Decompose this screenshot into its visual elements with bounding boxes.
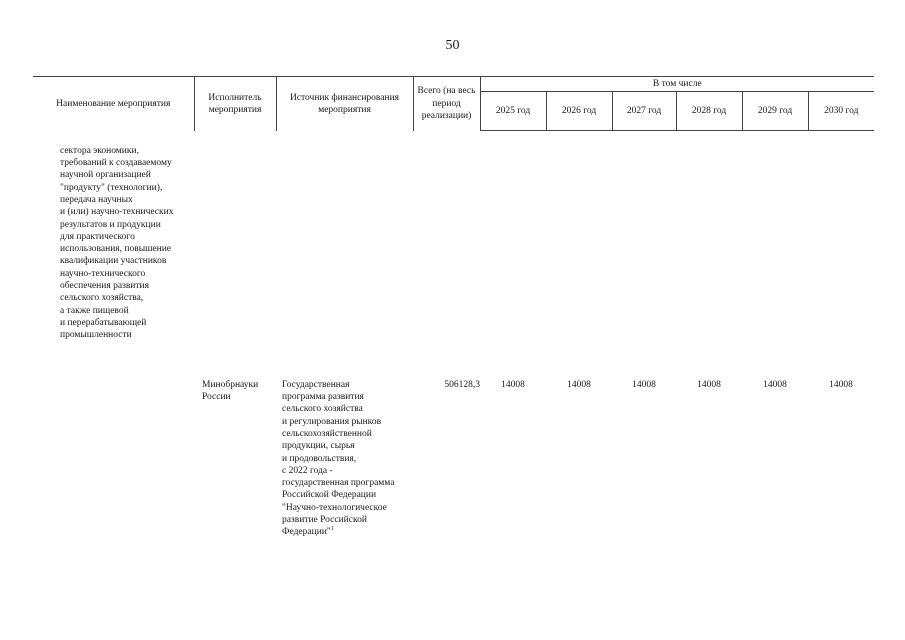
header-activity-name: Наименование мероприятия (33, 77, 194, 131)
total-cell: 506128,3 (444, 379, 480, 390)
source-line-last (282, 526, 413, 538)
funding-source-cell (276, 367, 413, 539)
year-2028-cell: 14008 (697, 379, 721, 390)
source-line: Российской Федерации (282, 490, 377, 501)
header-including: В том числе (480, 77, 874, 92)
source-line: Государственная (282, 379, 350, 390)
header-year-2028: 2028 год (676, 92, 742, 131)
header-total: Всего (на весь период реализации) (413, 77, 480, 131)
activity-name-line: сектора экономики, (60, 145, 139, 156)
activity-name-line: промышленности (60, 330, 132, 341)
activity-name-line: научно-технического (60, 268, 146, 279)
activity-name-line: обеспечения развития (60, 281, 149, 292)
year-2030-cell: 14008 (829, 379, 853, 390)
activity-name-line: для практического (60, 231, 135, 242)
source-line: сельского хозяйства (282, 404, 363, 415)
header-year-2025: 2025 год (480, 92, 546, 131)
table-row-activity-name (33, 131, 874, 367)
source-line: и регулирования рынков (282, 416, 382, 427)
activity-name-line: сельского хозяйства, (60, 293, 144, 304)
activity-name-line: требований к создаваемому (60, 158, 172, 169)
header-year-2030: 2030 год (808, 92, 874, 131)
source-line: "Научно-технологическое (282, 502, 387, 513)
activity-table (33, 76, 874, 539)
activity-name-line: квалификации участников (60, 256, 167, 267)
activity-name-line: научной организацией (60, 170, 151, 181)
header-year-2026: 2026 год (546, 92, 612, 131)
header-year-2027: 2027 год (612, 92, 676, 131)
activity-name-line: использования, повышение (60, 244, 172, 255)
activity-name-line: а также пищевой (60, 305, 129, 316)
table-row-funding (33, 367, 874, 539)
header-year-2029: 2029 год (742, 92, 808, 131)
source-line: и продовольствия, (282, 453, 357, 464)
year-2026-cell: 14008 (567, 379, 591, 390)
activity-name-cell (33, 131, 194, 367)
source-line: государственная программа (282, 478, 395, 489)
source-line: с 2022 года - (282, 465, 333, 476)
footnote-marker: 1 (330, 526, 334, 533)
activity-name-line: передача научных (60, 194, 133, 205)
page-number: 50 (445, 38, 460, 53)
header-executor: Исполнитель мероприятия (194, 77, 276, 131)
source-line: развитие Российской (282, 515, 367, 526)
year-2029-cell: 14008 (763, 379, 787, 390)
source-line: Федерации" (282, 527, 331, 538)
executor-line: России (202, 392, 231, 403)
activity-name-line: и перерабатывающей (60, 317, 147, 328)
source-line: сельскохозяйственной (282, 428, 372, 439)
year-2025-cell: 14008 (501, 379, 525, 390)
activity-name-line: результатов и продукции (60, 219, 161, 230)
year-2027-cell: 14008 (632, 379, 656, 390)
executor-cell (194, 367, 276, 539)
activity-name-line: и (или) научно-технических (60, 207, 174, 218)
executor-line: Минобрнауки (202, 379, 259, 390)
activity-name-line: "продукту" (технологии), (60, 182, 163, 193)
header-funding-source: Источник финансирования мероприятия (276, 77, 413, 131)
source-line: программа развития (282, 392, 364, 403)
source-line: продукции, сырья (282, 441, 355, 452)
